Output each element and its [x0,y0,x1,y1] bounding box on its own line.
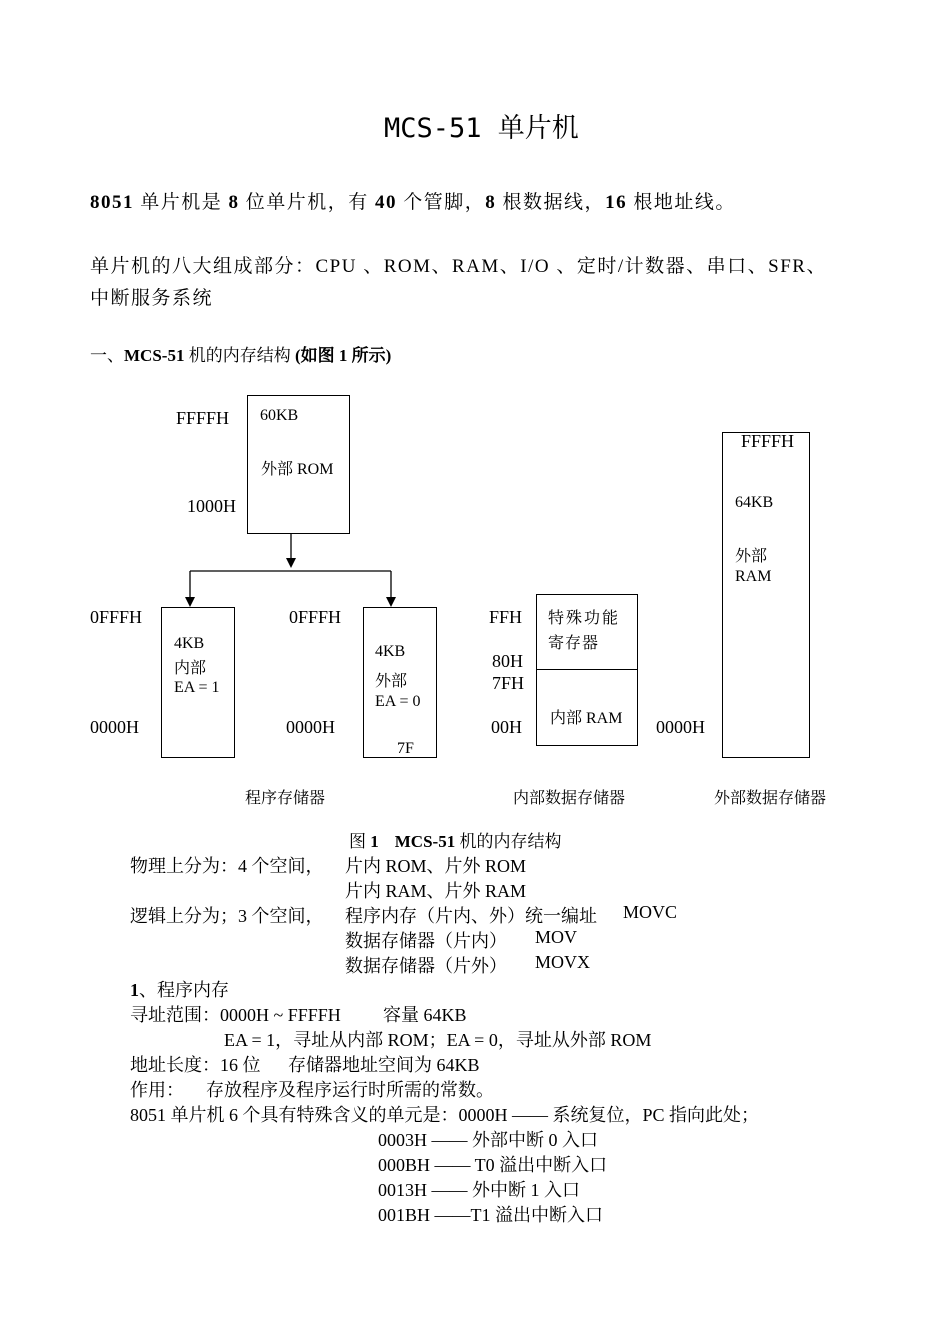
capacity: 容量 64KB [383,1005,467,1025]
special-unit-item: 000BH —— T0 溢出中断入口 [378,1155,608,1175]
section-prefix: 一、 [90,346,124,365]
ext-ram-name-2: RAM [735,568,772,585]
int-rom-name: 内部 [174,660,207,677]
section-paren-close: 所示) [347,346,392,365]
section-paren-open: (如图 [294,346,339,365]
components-line-2: 中断服务系统 [90,288,214,309]
label-internal-data: 内部数据存储器 [513,790,626,807]
ea-note: EA = 1，寻址从内部 ROM；EA = 0，寻址从外部 ROM [224,1030,652,1050]
ext-rom-name: 外部 ROM [261,461,334,478]
intro-text-3: 个管脚， [397,192,486,213]
address-length: 地址长度：16 位 [130,1055,261,1075]
intro-8051: 8051 [90,192,134,213]
int-ram-divider [536,669,638,670]
int-ram-addr-00h: 00H [491,717,522,737]
sfr-line-2: 寄存器 [548,635,600,652]
program-memory-heading-text: 、程序内存 [139,980,229,1000]
intro-8b: 8 [485,192,497,213]
usage-text: 存放程序及程序运行时所需的常数。 [206,1080,494,1100]
logical-row-1-instr: MOVC [623,902,678,922]
caption-prefix: 图 [349,832,371,851]
physical-label: 物理上分为：4 个空间， [130,856,324,876]
figure-caption [349,827,561,852]
program-memory-heading-num: 1 [130,980,139,1000]
ext-rom-low-extra: 7F [397,740,414,757]
logical-row-3-text: 数据存储器（片外） [345,956,507,976]
page-title: MCS-51 单片机 [384,113,579,144]
logical-label: 逻辑上分为；3 个空间， [130,906,324,926]
arrow-right-head [386,597,396,607]
ext-ram-addr-bottom: 0000H [656,717,705,737]
intro-16: 16 [605,192,628,213]
intro-8: 8 [228,192,240,213]
ext-rom-low-ea: EA = 0 [375,693,421,710]
physical-line-2: 片内 RAM、片外 RAM [345,881,527,901]
sfr-line-1: 特殊功能 [548,610,621,627]
int-ram-addr-ffh: FFH [489,607,523,627]
int-ram-name: 内部 RAM [550,710,623,727]
special-unit-item: 001BH ——T1 溢出中断入口 [378,1205,603,1225]
physical-line-1: 片内 ROM、片外 ROM [345,856,527,876]
ext-ram-name-1: 外部 [735,548,768,565]
address-space: 存储器地址空间为 64KB [288,1055,480,1075]
program-memory-heading [130,976,229,1002]
components-line-1: 单片机的八大组成部分：CPU 、ROM、RAM、I/O 、定时/计数器、串口、SFR、 [90,256,827,277]
section-bold: MCS-51 [124,346,185,365]
ext-rom-addr-bottom: 1000H [187,496,236,516]
ext-ram-addr-top: FFFFH [741,431,795,451]
logical-row-2-instr: MOV [535,927,578,947]
ext-rom-low-addr-top: 0FFFH [289,607,342,627]
int-rom-addr-top: 0FFFH [90,607,143,627]
ext-rom-size: 60KB [260,407,299,424]
ext-rom-low-name: 外部 [375,673,408,690]
section-rest: 机的内存结构 [184,346,295,365]
label-program-memory: 程序存储器 [245,790,326,807]
int-rom-addr-bottom: 0000H [90,717,139,737]
logical-row-2-text: 数据存储器（片内） [345,931,507,951]
logical-row-1-text: 程序内存（片内、外）统一编址 [345,906,597,926]
int-ram-addr-80h: 80H [492,651,523,671]
int-rom-ea: EA = 1 [174,679,220,696]
logical-row-3-instr: MOVX [535,952,591,972]
arrow-left-head [185,597,195,607]
int-rom-size: 4KB [174,635,205,652]
intro-text-5: 根地址线。 [627,192,736,213]
intro-text-1: 单片机是 [134,192,229,213]
ext-rom-low-size: 4KB [375,643,406,660]
section-fig-num: 1 [338,346,348,365]
caption-bold: MCS-51 [394,832,456,851]
intro-text-4: 根数据线， [496,192,606,213]
special-unit-item: 0013H —— 外中断 1 入口 [378,1180,580,1200]
caption-rest: 机的内存结构 [455,832,562,851]
address-range: 寻址范围：0000H ~ FFFFH [130,1005,341,1025]
caption-num: 1 [370,832,379,851]
special-unit-item: 0003H —— 外部中断 0 入口 [378,1130,598,1150]
intro-text-2: 位单片机，有 [239,192,376,213]
ext-rom-low-addr-bottom: 0000H [286,717,335,737]
ext-rom-addr-top: FFFFH [176,408,230,428]
intro-40: 40 [375,192,398,213]
special-units-intro: 8051 单片机 6 个具有特殊含义的单元是：0000H —— 系统复位，PC 指向此处； [130,1105,760,1125]
int-ram-addr-7fh: 7FH [492,673,525,693]
ext-ram-box [722,432,810,758]
ext-ram-size: 64KB [735,494,774,511]
usage-label: 作用： [130,1080,184,1100]
label-external-data: 外部数据存储器 [714,790,827,807]
arrow-main-head [286,558,296,568]
